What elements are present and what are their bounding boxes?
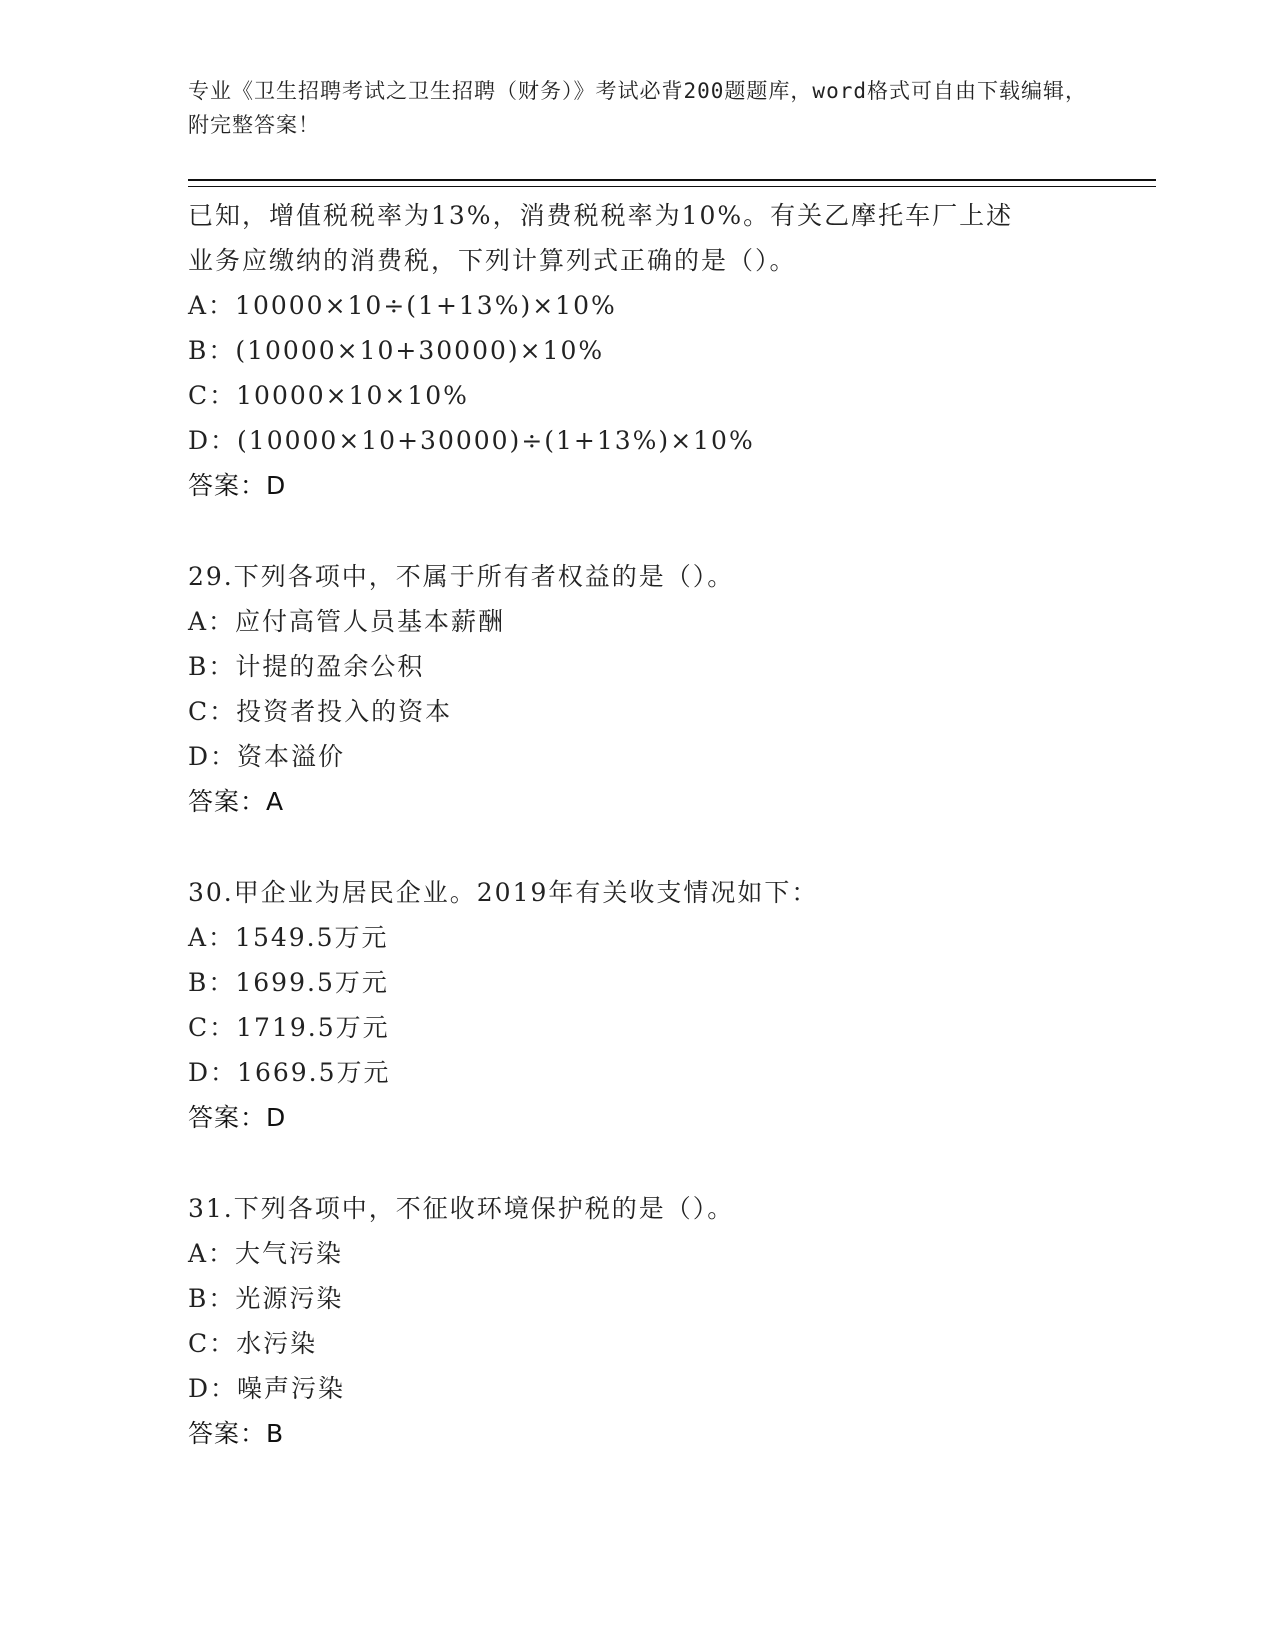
answer-label: 答案：B (188, 1419, 285, 1448)
option-a: A：大气污染 (188, 1239, 344, 1268)
option-b: B：1699.5万元 (188, 968, 389, 997)
answer-label: 答案：A (188, 787, 285, 816)
option-d: D：噪声污染 (188, 1374, 346, 1403)
question-29 (188, 554, 1088, 824)
question-stem-line: 业务应缴纳的消费税，下列计算列式正确的是（）。 (188, 246, 797, 275)
question-stem-line: 31.下列各项中，不征收环境保护税的是（）。 (188, 1194, 735, 1223)
header-divider (188, 179, 1156, 187)
question-28 (188, 193, 1088, 508)
option-c: C：水污染 (188, 1329, 318, 1358)
option-c: C：10000×10×10% (188, 381, 469, 410)
option-b: B：计提的盈余公积 (188, 652, 425, 681)
option-b: B：(10000×10+30000)×10% (188, 336, 605, 365)
question-stem-line: 已知，增值税税率为13%，消费税税率为10%。有关乙摩托车厂上述 (188, 201, 1014, 230)
option-a: A：10000×10÷(1+13%)×10% (188, 291, 617, 320)
question-stem-line: 30.甲企业为居民企业。2019年有关收支情况如下： (188, 878, 819, 907)
question-31 (188, 1186, 1088, 1456)
document-header: 专业《卫生招聘考试之卫生招聘（财务）》考试必背200题题库，word格式可自由下载编辑，附完整答案！ (188, 79, 1087, 137)
option-a: A：1549.5万元 (188, 923, 389, 952)
option-c: C：投资者投入的资本 (188, 697, 453, 726)
option-d: D：资本溢价 (188, 742, 346, 771)
question-stem-line: 29.下列各项中，不属于所有者权益的是（）。 (188, 562, 735, 591)
question-list (188, 193, 1088, 1456)
option-c: C：1719.5万元 (188, 1013, 390, 1042)
option-b: B：光源污染 (188, 1284, 344, 1313)
question-30 (188, 870, 1088, 1140)
option-d: D：1669.5万元 (188, 1058, 391, 1087)
answer-label: 答案：D (188, 471, 287, 500)
answer-label: 答案：D (188, 1103, 287, 1132)
option-a: A：应付高管人员基本薪酬 (188, 607, 506, 636)
option-d: D：(10000×10+30000)÷(1+13%)×10% (188, 426, 755, 455)
